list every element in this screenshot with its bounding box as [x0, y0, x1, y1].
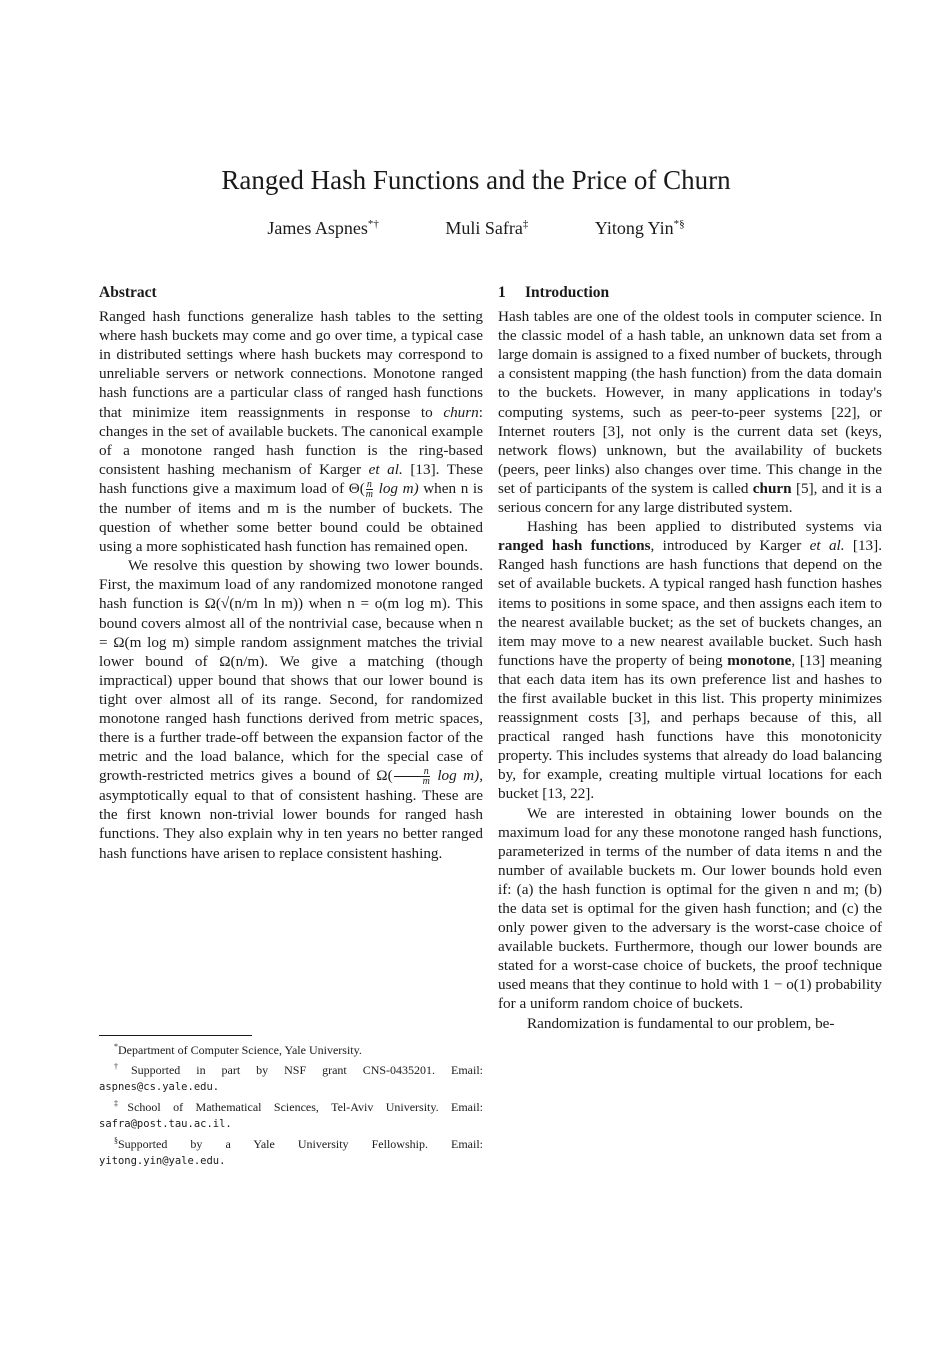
text-run: , introduced by Karger [650, 537, 810, 555]
footnote-1 [99, 1039, 483, 1059]
footnote-mark: † [114, 1061, 131, 1071]
churn-emphasis: churn [443, 403, 479, 421]
paper-title: Ranged Hash Functions and the Price of Churn [221, 165, 731, 195]
fraction [366, 480, 373, 499]
section-heading [498, 283, 882, 302]
author-aspnes [267, 218, 379, 239]
footnote-2 [99, 1059, 483, 1096]
growth-bound-formula [387, 766, 480, 788]
footnote-text: School of Mathematical Sciences, Tel-Aviv University. Email: [127, 1099, 484, 1114]
footnote-email: safra@post.tau.ac.il. [99, 1118, 232, 1130]
formula-tail: log m) [374, 479, 419, 497]
section-title: Introduction [525, 284, 610, 301]
author-marks: *† [367, 218, 379, 230]
author-marks: *§ [673, 218, 685, 230]
abstract-heading: Abstract [99, 284, 157, 301]
ranged-hash-bold: ranged hash functions [498, 537, 651, 555]
text-run: [13]. These hash functions give a maximum load of Θ [99, 460, 483, 497]
paren: ( [359, 479, 365, 497]
fraction [394, 767, 430, 786]
fraction-numerator: n [423, 766, 429, 778]
text-run: : changes in the set of available buckets. The canonical example of a monotone ranged hash function is the ring-based consistent hashing mechanism of Karger [99, 403, 483, 478]
author-list [0, 218, 952, 239]
footnote-email: aspnes@cs.yale.edu. [99, 1081, 220, 1093]
formula-tail: log m) [430, 767, 480, 785]
text-run: Hash tables are one of the oldest tools in computer science. In the classic model of a hash table, an unknown data set from a large domain is assigned to a fixed number of buckets, through a consistent mapping (the hash function) from the data domain to the buckets. However, in many applications in today's computing systems, such as peer-to-peer systems [22], or Internet routers [3], not only is the current data set (keys, network flows) unknown, but the availability of buckets (peers, peer links) also changes over time. This change in the set of participants of the system is called [498, 308, 882, 497]
text-run: Hashing has been applied to distributed systems via [527, 518, 882, 536]
et-al-emphasis: et al. [809, 537, 845, 555]
text-run: We resolve this question by showing two lower bounds. First, the maximum load of any randomized monotone ranged hash function is Ω(√(n/m ln m)) when n = o(m log m). This bound covers almost all of the nontrivial case, because when n = Ω(m log m) simple random assignment matches the trivial lower bound of Ω(n/m). We give a matching (though impractical) upper bound that shows that our lower bound is tight over almost all of its range. Second, for randomized monotone ranged hash functions derived from metric spaces, there is a further trade-off between the expansion factor of the metric and the load balance, which for the special case of growth-restricted metrics gives a bound of Ω [99, 557, 483, 785]
intro-paragraph-1 [498, 307, 882, 517]
author-name: Yitong Yin [594, 218, 674, 238]
text-run: when n is the number of items and m is the number of buckets. The question of whether some better bound could be obtained using a more sophisticated hash function has remained open. [99, 479, 484, 556]
et-al-emphasis: et al. [368, 460, 403, 478]
left-column [99, 283, 483, 863]
author-name: Muli Safra [445, 218, 523, 238]
churn-bold: churn [752, 479, 792, 497]
fraction-denominator: m [365, 488, 374, 500]
footnote-rule [99, 1035, 252, 1036]
abstract-paragraph-2 [99, 556, 483, 862]
section-number: 1 [498, 284, 506, 301]
text-run: Ranged hash functions generalize hash tables to the setting where hash buckets may come and go over time, a typical case in distributed settings where hash buckets may correspond to unreliable servers or network connections. Monotone ranged hash functions are a particular class of ranged hash functions that minimize item reassignments in response to [99, 308, 483, 421]
text-run: [13]. Ranged hash functions are hash functions that depend on the set of available buckets. A typical ranged hash function hashes items to positions in some space, and then assigns each item to the nearest available bucket; as the set of buckets changes, an item may move to a new nearest available bucket. Such hash functions have the property of being [498, 537, 882, 669]
text-run: [5], and it is a serious concern for any large distributed system. [498, 479, 882, 517]
intro-paragraph-2 [498, 517, 882, 803]
intro-paragraph-3: We are interested in obtaining lower bounds on the maximum load for any these monotone ranged hash functions, parameterized in terms of the number of data items n and the number of available buckets m. Our lower bounds hold even if: (a) the hash function is optimal for the given n and m; (b) the data set is optimal for the given hash function; and (c) the only power given to the adversary is the worst-case choice of available buckets. Furthermore, though our lower bounds are stated for a worst-case choice of buckets, the proof technique used means that they continue to hold with 1 − o(1) probability for a uniform random choice of buckets. [498, 804, 882, 1013]
footnotes [99, 1035, 483, 1170]
fraction-numerator: n [366, 478, 372, 490]
intro-paragraph-4: Randomization is fundamental to our problem, be- [527, 1014, 835, 1032]
footnote-mark: * [114, 1042, 118, 1051]
footnote-3 [99, 1096, 483, 1133]
text-run: , [13] meaning that each data item has its own preference list and hashes to the first available bucket in this list. This property minimizes reassignment costs [3], and perhaps because of this, all practical ranged hash functions have this monotonicity property. This includes systems that already do load balancing by, for example, creating multiple virtual locations for each bucket [13, 22]. [498, 651, 882, 803]
footnote-4 [99, 1133, 483, 1170]
footnote-text: Supported by a Yale University Fellowship. Email: [118, 1136, 483, 1151]
author-marks: ‡ [522, 218, 529, 230]
author-yin [595, 218, 685, 239]
author-safra [445, 218, 528, 239]
load-bound-formula [359, 478, 419, 500]
footnote-mark: § [114, 1135, 118, 1145]
fraction-denominator: m [394, 776, 430, 786]
monotone-bold: monotone [727, 651, 792, 669]
footnote-email: yitong.yin@yale.edu. [99, 1155, 226, 1167]
footnote-text: Department of Computer Science, Yale University. [118, 1043, 362, 1057]
footnote-mark: ‡ [114, 1098, 128, 1108]
abstract-paragraph-1 [99, 307, 483, 556]
author-name: James Aspnes [267, 218, 368, 238]
right-column [498, 283, 882, 1033]
paren: ( [387, 767, 393, 785]
footnote-text: Supported in part by NSF grant CNS-0435201. Email: [130, 1062, 484, 1077]
text-run: , asymptotically equal to that of consistent hashing. These are the first known non-trivial lower bounds for ranged hash functions. They also explain why in ten years no better ranged hash functions have arisen to replace consistent hashing. [99, 767, 484, 862]
